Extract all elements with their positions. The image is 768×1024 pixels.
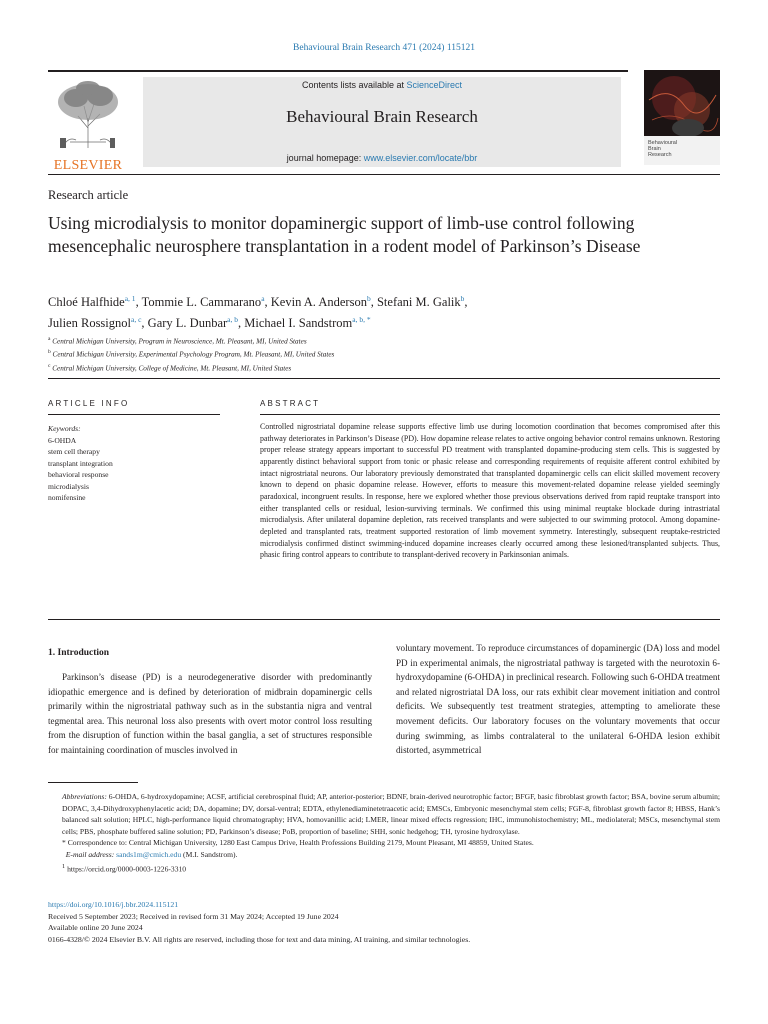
author[interactable]: Gary L. Dunbar$^{a, b}$ (147, 315, 239, 331)
publication-info (48, 899, 720, 945)
journal-masthead (48, 70, 720, 173)
author[interactable]: Michael I. Sandstrom$^{a, b, *}$ (244, 315, 371, 331)
correspondence-footnote: * Correspondence to: Central Michigan University, 1280 East Campus Drive, Health Professions Building 2179, Mount Pleasant, MI 48859, United States. (62, 838, 534, 848)
elsevier-logo[interactable] (48, 78, 128, 173)
affiliations (48, 334, 648, 374)
cover-title-line-3: Research (648, 152, 672, 158)
keyword: transplant integration (48, 458, 113, 468)
cover-image (644, 70, 720, 165)
cover-title-line-1: Behavioural (648, 140, 678, 146)
copyright: 0166-4328/© 2024 Elsevier B.V. All rights are reserved, including those for text and data mining, AI training, and similar technologies. (48, 934, 471, 944)
homepage-prefix: journal homepage: (286, 153, 364, 163)
affiliation: $^c$ Central Michigan University, College of Medicine, Mt. Pleasant, MI, United States (48, 362, 292, 373)
footnote-rule (48, 782, 138, 783)
masthead-bottom-rule (48, 174, 720, 175)
elsevier-wordmark: ELSEVIER (53, 158, 123, 173)
cover-title-line-2: Brain (648, 146, 661, 152)
keyword: microdialysis (48, 481, 89, 491)
sciencedirect-link[interactable]: ScienceDirect (406, 80, 463, 90)
introduction-heading: 1. Introduction (48, 648, 110, 658)
author[interactable]: Kevin A. Anderson$^b$ (270, 294, 371, 310)
keyword: nomifensine (48, 493, 86, 502)
email-footnote: E-mail address: sands1m@cmich.edu (M.I. Sandstrom). (65, 849, 238, 859)
divider (48, 619, 720, 620)
article-info-rule (48, 414, 220, 415)
affiliation: $^b$ Central Michigan University, Experimental Psychology Program, Mt. Pleasant, MI, United States (48, 349, 335, 359)
masthead-top-rule (48, 70, 628, 72)
author[interactable]: Tommie L. Cammarano$^a$ (141, 294, 265, 310)
abbreviations-footnote: Abbreviations: 6-OHDA, 6-hydroxydopamine; ACSF, artificial cerebrospinal fluid; AP, anterior-posterior; BDNF, brain-derived neurotrophic factor; BFGF, basic fibroblast growth factor; BSA, bovine serum albumin; DOPAC, 3,4-Dihydroxyphenylacetic acid; DA, dopamine; DV, dorsal-ventral; EDTA, ethylenediaminetetraacetic acid; EMSCs, Embryonic mesenchymal stem cells; FGF-8, fibroblast growth factor 8; HBSS, Hank’s balanced salt solution; HPLC, high-performance liquid chromatography; HVA, homovanillic acid; LMER, linear mixed effects regression; IHC, immunohistochemistry; ML, mediolateral; MSCs, mesenchymal stem cells; PBS, phosphate buffered saline solution; PD, Parkinson’s disease; PoB, proportion of baseline; SHH, sonic hedgehog; TH, tyrosine hydroxylase. (62, 792, 720, 836)
article-info-heading: ARTICLE INFO (48, 399, 130, 408)
divider (48, 378, 720, 379)
orcid-link[interactable]: https://orcid.org/0000-0003-1226-3310 (67, 864, 187, 874)
keywords-label: Keywords: (48, 424, 81, 433)
masthead-center-panel (143, 77, 621, 167)
journal-name: Behavioural Brain Research (286, 107, 478, 126)
keyword: stem cell therapy (48, 447, 100, 456)
article-title: Using microdialysis to monitor dopaminergic support of limb-use control following mesencephalic neurosphere transplantation in a rodent model of Parkinson’s Disease (48, 213, 641, 256)
contents-prefix: Contents lists available at (301, 80, 407, 90)
author-list: Chloé Halfhide$^{a, 1}$, Tommie L. Cammarano$^a$, Kevin A. Anderson$^b$, Stefani M. Galik$^b$, Julien Rossignol$^{a, c}$, Gary L. Dunbar$^{a, b}$, Michael I. Sandstrom$^{a, b, *}$ (48, 294, 468, 331)
author[interactable]: Stefani M. Galik$^b$ (376, 294, 465, 310)
author[interactable]: Chloé Halfhide$^{a, 1}$ (48, 294, 136, 310)
received-dates: Received 5 September 2023; Received in revised form 31 May 2024; Accepted 19 June 2024 (48, 911, 339, 921)
journal-homepage-link[interactable]: www.elsevier.com/locate/bbr (363, 153, 478, 163)
introduction-left-column: Parkinson’s disease (PD) is a neurodegenerative disorder with predominantly idiopathic emergence and is defined by deterioration of midbrain dopaminergic cells primarily within the nigrostriatal pathway such as in the substantia nigra and ventral tegmental area. This neuronal loss also presents with overt motor control loss resulting from the disruption of function within the basal ganglia, a set of structures responsible for maintaining coordination of muscles involved in (48, 672, 372, 755)
doi-link[interactable]: https://doi.org/10.1016/j.bbr.2024.115121 (48, 900, 179, 909)
article-type: Research article (48, 188, 129, 202)
affiliation: $^a$ Central Michigan University, Program in Neuroscience, Mt. Pleasant, MI, United States (48, 336, 307, 346)
author[interactable]: Julien Rossignol$^{a, c}$ (48, 315, 142, 331)
introduction-right-column: voluntary movement. To reproduce circumstances of dopaminergic (DA) loss and model PD in experimental animals, the nigrostriatal pathway is targeted with the neurotoxin 6-hydroxydopamine (6-OHDA) in preclinical research. Following such 6-OHDA treatment and related nigrostriatal DA loss, our rats exhibit clear movement initiation and control deficits. We subsequently test treatment strategies, attempting to ameliorate these movement deficits. Our laboratory focuses on the voluntary movements that occur during swimming, as limbs contralateral to the unilateral 6-OHDA lesion exhibit distorted, asymmetrical (396, 643, 721, 756)
journal-reference[interactable]: Behavioural Brain Research 471 (2024) 115121 (293, 43, 475, 53)
elsevier-tree-icon (48, 78, 128, 150)
keywords-block (48, 423, 228, 504)
homepage-line (143, 153, 621, 163)
contents-line (143, 80, 621, 90)
orcid-footnote: $^1$ https://orcid.org/0000-0003-1226-3310 (62, 862, 187, 874)
abstract-text: Controlled nigrostriatal dopamine release supports effective limb use during locomotion coordination that becomes compromised after this pathway deteriorates in Parkinson’s Disease (PD). How dopamine release relates to active ongoing behavior control remains unknown. Restoring proper release strategy appears important to successful PD treatment with transplanted dopamine-producing stem cells. This is suggested by apparently distinct behavioral support from tonic or phasic release and corresponding requirements of requisite afferent control exhibited by intact nigrostriatal neurons. Our laboratory previously demonstrated that transplanted dopaminergic cells can elicit skilled movement recovery known to depend on phasic dopamine release. However, efforts to measure this movement-related dopamine release yielded seemingly paradoxical, incongruent results. In response, here we explored whether those previous observations derived from rapid reuptake transport into either transplanted cells or residual, lesion-surviving terminals. We confirmed this using minimal reuptake blockade during intrastriatal microdialysis. After unilateral dopamine depletion, rats received transplants and were subjected to our swimming protocol. Among dopamine-depleted and transplanted rats, treatment supported restoration of limb movement symmetry. Interestingly, subsequent reuptake-restricted microdialysis confirmed distinct swimming-induced dopamine increases clearly occurred among these lesioned/transplanted subjects. Thus, phasic firing control appears to contribute to transplant-derived recovery in Parkinsonian animals. (260, 422, 720, 560)
journal-cover-thumbnail[interactable] (644, 70, 720, 165)
footnotes (48, 791, 720, 875)
keyword: 6-OHDA (48, 435, 77, 445)
available-online: Available online 20 June 2024 (48, 923, 143, 932)
keyword: behavioral response (48, 470, 109, 479)
abstract-heading: ABSTRACT (260, 399, 321, 408)
email-link[interactable]: sands1m@cmich.edu (116, 849, 182, 859)
abstract-rule (260, 414, 720, 415)
